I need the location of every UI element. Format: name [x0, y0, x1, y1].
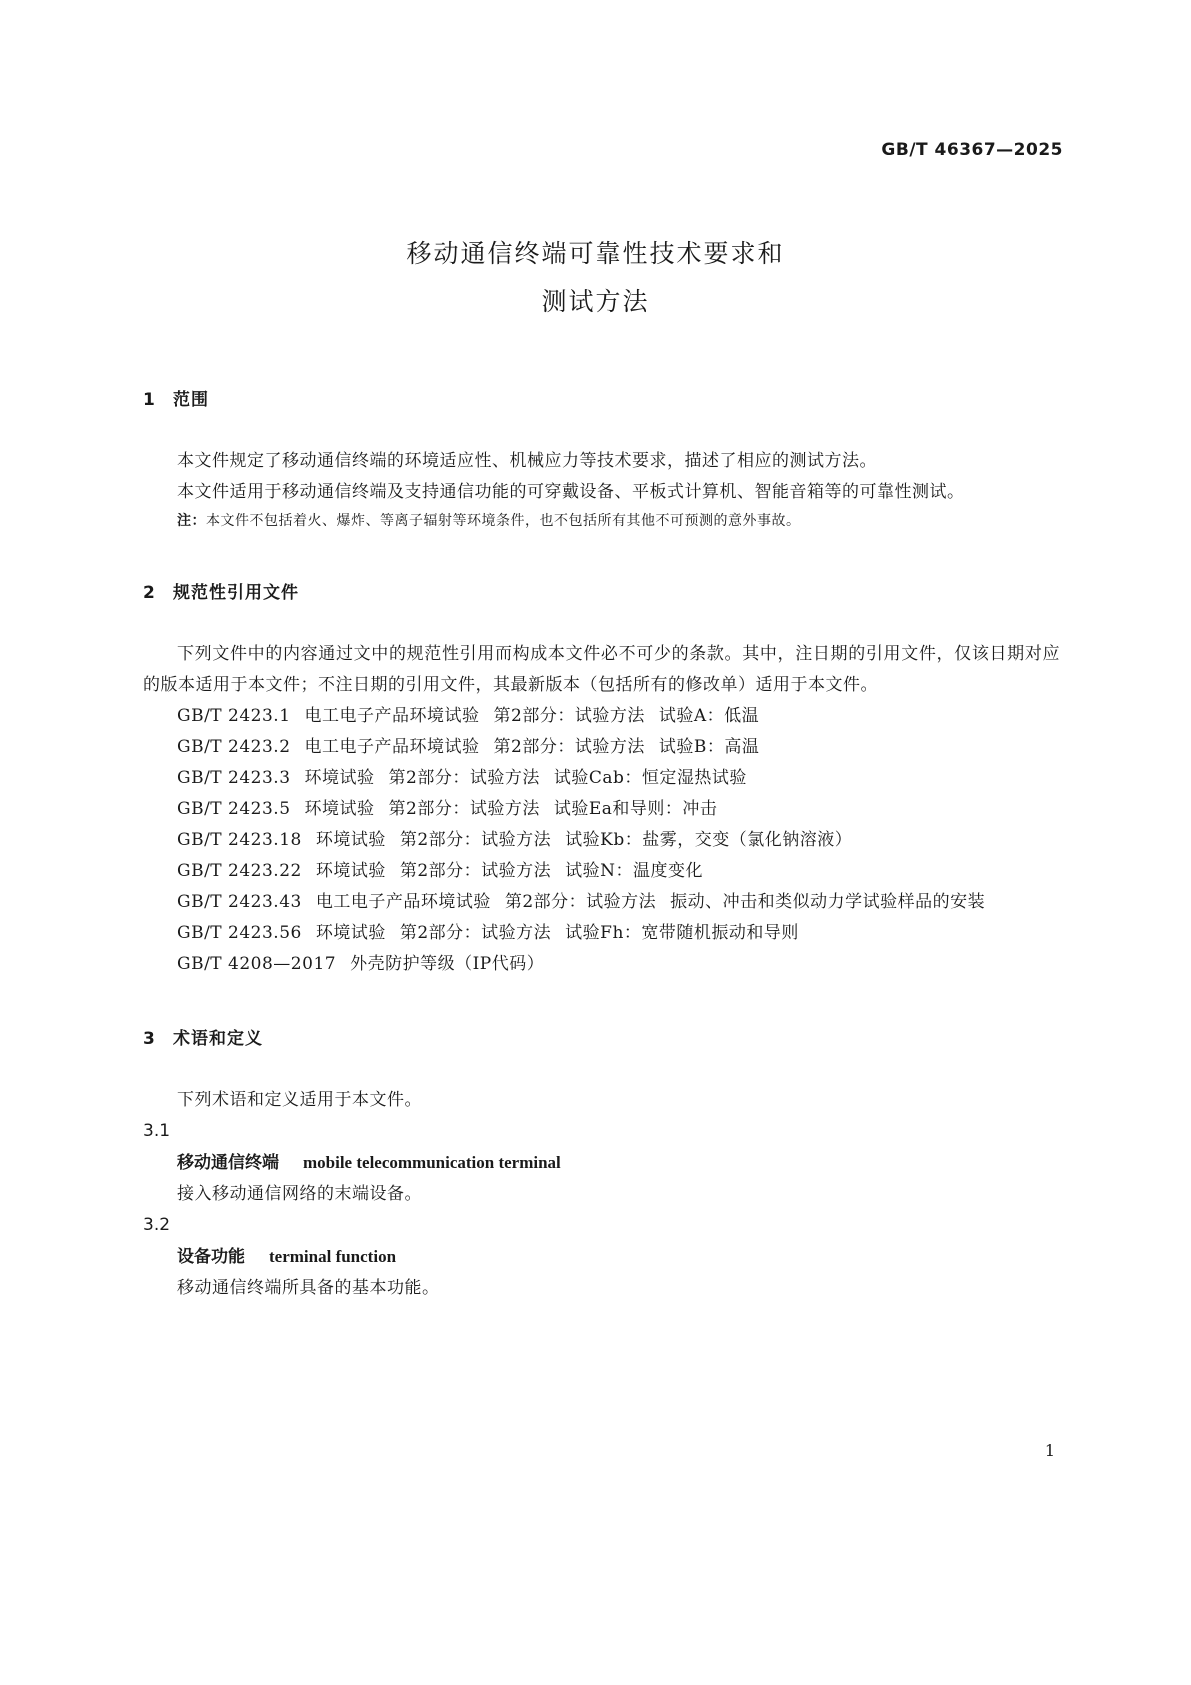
title-line-1: 移动通信终端可靠性技术要求和 [406, 239, 785, 268]
references-intro: 下列文件中的内容通过文中的规范性引用而构成本文件必不可少的条款。其中，注日期的引用文件，仅该日期对应的版本适用于本文件；不注日期的引用文件，其最新版本（包括所有的修改单）适用于本文件。 [143, 644, 1060, 695]
ref-series: 环境试验 [315, 830, 386, 850]
note-text: 本文件不包括着火、爆炸、等离子辐射等环境条件，也不包括所有其他不可预测的意外事故。 [206, 513, 801, 529]
term-number: 3.1 [143, 1121, 171, 1141]
ref-part: 第2部分：试验方法 [504, 892, 657, 912]
ref-code: GB/T 2423.18 [177, 830, 302, 850]
title-line-2: 测试方法 [541, 287, 650, 316]
ref-series: 外壳防护等级（IP代码） [350, 954, 545, 974]
ref-series: 环境试验 [304, 768, 375, 788]
ref-test: 试验Fh：宽带随机振动和导则 [565, 923, 799, 943]
section-number: 3 [143, 1029, 156, 1049]
scope-note [143, 508, 1060, 534]
ref-test: 试验B：高温 [658, 737, 760, 757]
document-body [143, 385, 1060, 1304]
reference-item [143, 701, 1060, 732]
section-3-heading [143, 1024, 1060, 1055]
page-number: 1 [1044, 1441, 1055, 1460]
ref-code: GB/T 2423.5 [177, 799, 291, 819]
ref-series: 电工电子产品环境试验 [315, 892, 491, 912]
ref-part: 第2部分：试验方法 [388, 768, 540, 788]
ref-series: 电工电子产品环境试验 [304, 737, 480, 757]
document-title [0, 230, 1191, 326]
reference-item [143, 825, 1060, 856]
term-chinese: 设备功能 [177, 1247, 245, 1267]
ref-part: 第2部分：试验方法 [388, 799, 540, 819]
term-number: 3.2 [143, 1215, 171, 1235]
section-number: 2 [143, 583, 156, 603]
section-number: 1 [143, 390, 156, 410]
term-heading [143, 1147, 1060, 1179]
scope-paragraph: 本文件规定了移动通信终端的环境适应性、机械应力等技术要求，描述了相应的测试方法。 [177, 451, 877, 471]
section-2-heading [143, 578, 1060, 609]
term-chinese: 移动通信终端 [177, 1153, 279, 1173]
ref-series: 环境试验 [315, 923, 386, 943]
ref-test: 试验Ea和导则：冲击 [553, 799, 718, 819]
ref-test: 试验Cab：恒定湿热试验 [553, 768, 747, 788]
ref-code: GB/T 4208—2017 [177, 954, 337, 974]
section-title: 术语和定义 [173, 1029, 263, 1049]
term-heading [143, 1241, 1060, 1273]
ref-part: 第2部分：试验方法 [399, 830, 552, 850]
ref-code: GB/T 2423.1 [177, 706, 291, 726]
ref-code: GB/T 2423.56 [177, 923, 302, 943]
ref-part: 第2部分：试验方法 [399, 861, 552, 881]
scope-paragraph: 本文件适用于移动通信终端及支持通信功能的可穿戴设备、平板式计算机、智能音箱等的可靠性测试。 [177, 482, 965, 502]
ref-code: GB/T 2423.3 [177, 768, 291, 788]
note-label: 注： [177, 513, 206, 529]
term-english: mobile telecommunication terminal [303, 1153, 561, 1172]
terms-intro: 下列术语和定义适用于本文件。 [177, 1090, 422, 1110]
ref-part: 第2部分：试验方法 [493, 737, 645, 757]
section-title: 范围 [173, 390, 209, 410]
ref-test: 振动、冲击和类似动力学试验样品的安装 [670, 892, 986, 912]
ref-part: 第2部分：试验方法 [493, 706, 645, 726]
ref-code: GB/T 2423.2 [177, 737, 291, 757]
reference-item [143, 856, 1060, 887]
section-1-heading [143, 385, 1060, 416]
reference-item [143, 794, 1060, 825]
reference-item [143, 732, 1060, 763]
reference-item [143, 918, 1060, 949]
standard-code: GB/T 46367—2025 [881, 140, 1063, 160]
ref-test: 试验Kb：盐雾，交变（氯化钠溶液） [565, 830, 853, 850]
reference-item [143, 763, 1060, 794]
term-definition: 接入移动通信网络的末端设备。 [177, 1184, 422, 1204]
ref-test: 试验A：低温 [658, 706, 760, 726]
reference-item [143, 949, 1060, 980]
term-definition: 移动通信终端所具备的基本功能。 [177, 1278, 440, 1298]
ref-part: 第2部分：试验方法 [399, 923, 552, 943]
term-english: terminal function [269, 1247, 397, 1266]
ref-series: 电工电子产品环境试验 [304, 706, 480, 726]
ref-code: GB/T 2423.22 [177, 861, 302, 881]
reference-item [143, 887, 1060, 918]
ref-code: GB/T 2423.43 [177, 892, 302, 912]
ref-series: 环境试验 [315, 861, 386, 881]
ref-series: 环境试验 [304, 799, 375, 819]
section-title: 规范性引用文件 [173, 583, 299, 603]
ref-test: 试验N：温度变化 [565, 861, 704, 881]
